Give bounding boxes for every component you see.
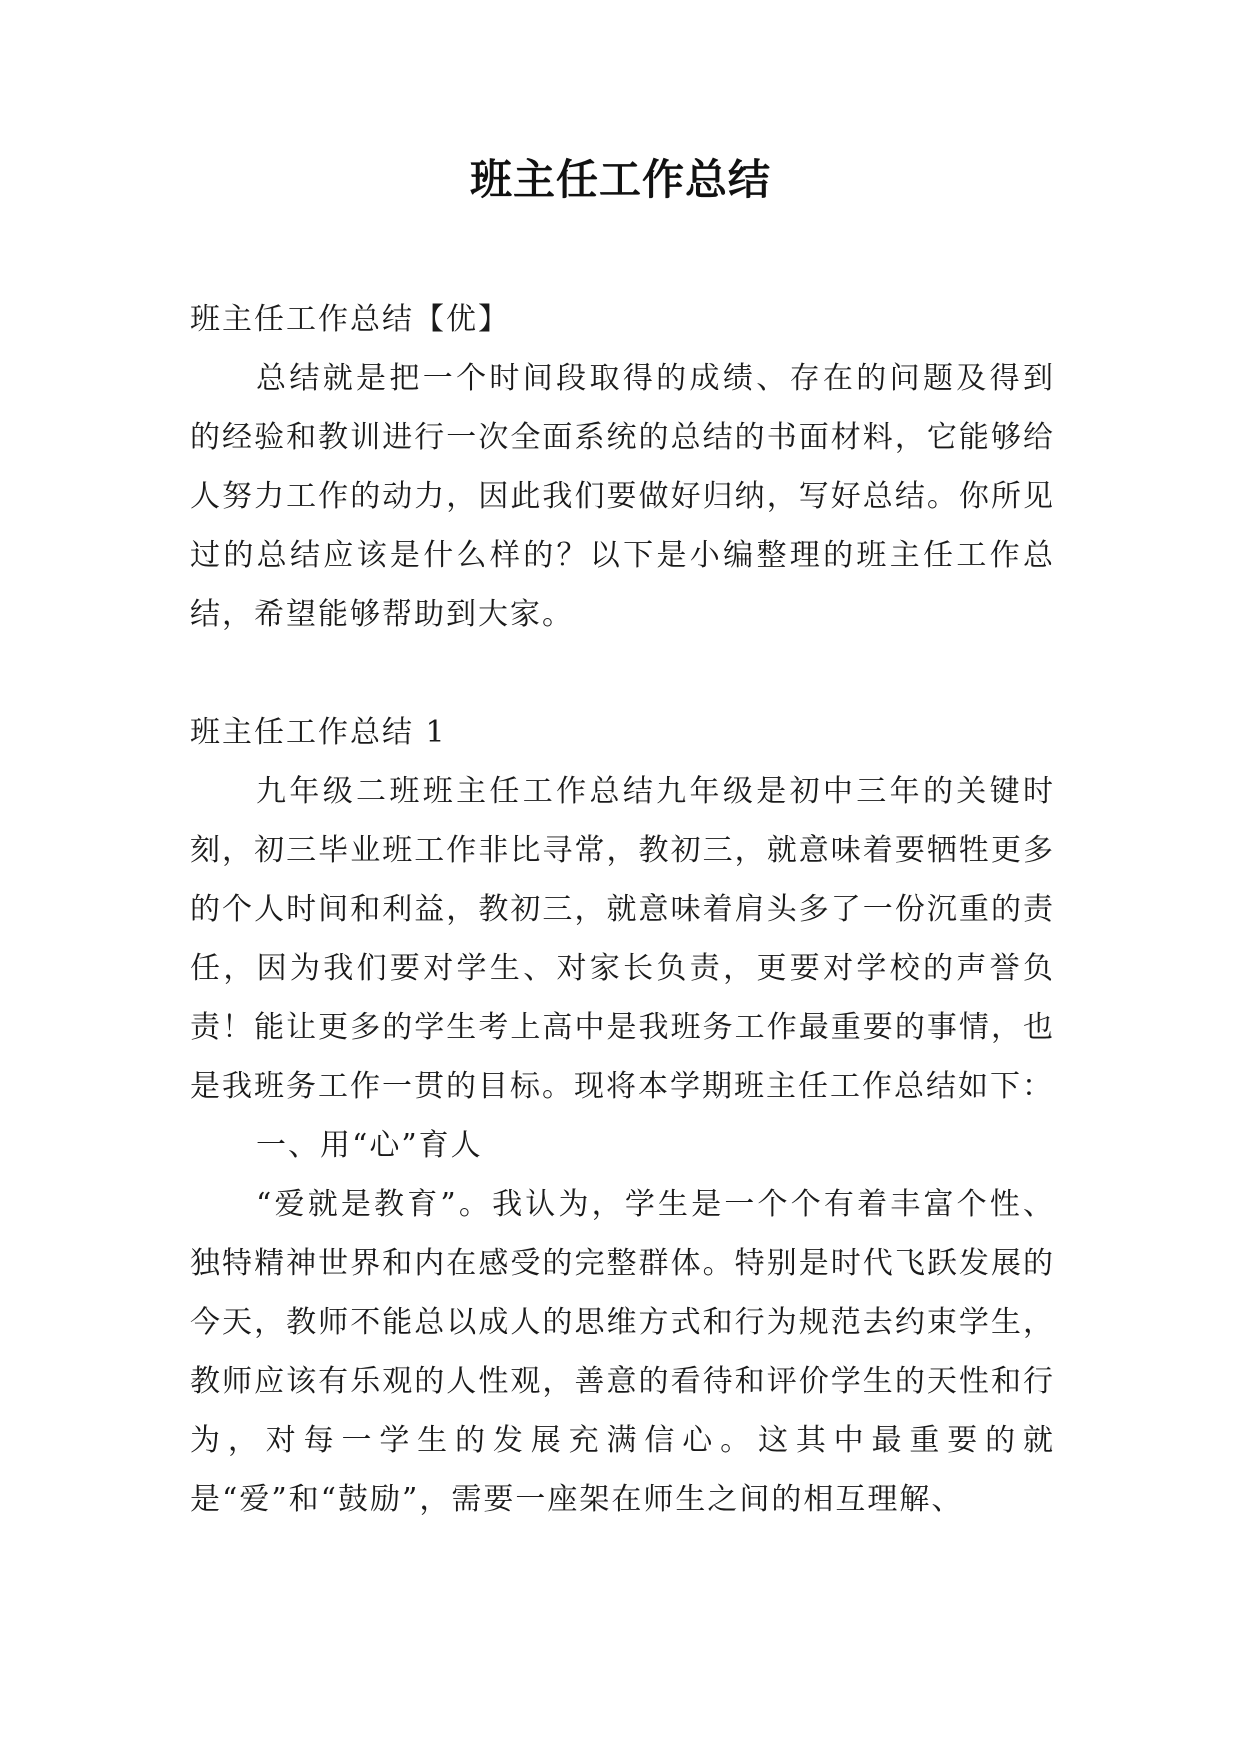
document-body xyxy=(190,290,1055,1529)
section-paragraph: 九年级二班班主任工作总结九年级是初中三年的关键时刻，初三毕业班工作非比寻常，教初三，就意味着要牺牲更多的个人时间和利益，教初三，就意味着肩头多了一份沉重的责任，因为我们要对学生、对家长负责，更要对学校的声誉负责！能让更多的学生考上高中是我班务工作最重要的事情，也是我班务工作一贯的目标。现将本学期班主任工作总结如下： xyxy=(190,774,1055,1104)
intro-paragraph: 总结就是把一个时间段取得的成绩、存在的问题及得到的经验和教训进行一次全面系统的总结的书面材料，它能够给人努力工作的动力，因此我们要做好归纳，写好总结。你所见过的总结应该是什么样的？以下是小编整理的班主任工作总结，希望能够帮助到大家。 xyxy=(190,361,1055,632)
section-subheading: 一、用“心”育人 xyxy=(256,1128,483,1163)
document-subtitle: 班主任工作总结【优】 xyxy=(190,302,510,337)
section-heading: 班主任工作总结 1 xyxy=(190,715,447,750)
section-paragraph: “爱就是教育”。我认为，学生是一个个有着丰富个性、独特精神世界和内在感受的完整群体。特别是时代飞跃发展的今天，教师不能总以成人的思维方式和行为规范去约束学生，教师应该有乐观的人性观，善意的看待和评价学生的天性和行为，对每一学生的发展充满信心。这其中最重要的就是“爱”和“鼓励”，需要一座架在师生之间的相互理解、 xyxy=(190,1187,1055,1517)
document-title: 班主任工作总结 xyxy=(469,155,771,204)
